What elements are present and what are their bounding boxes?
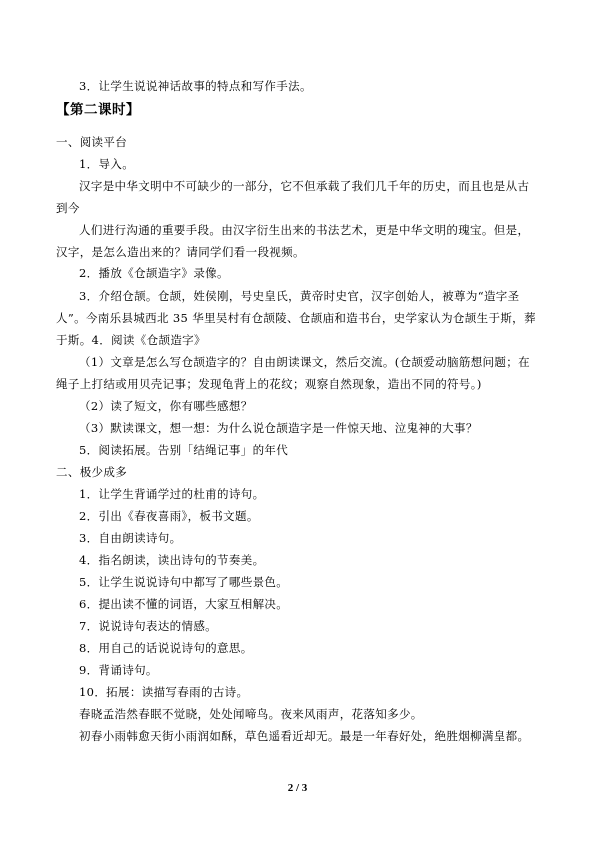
text-line: （3）默读课文，想一想：为什么说仓颉造字是一件惊天地、泣鬼神的大事？	[79, 421, 478, 435]
list-item: 1．让学生背诵学过的杜甫的诗句。	[79, 487, 265, 501]
text-line: 绳子上打结或用贝壳记事；发现龟背上的花纹；观察自然现象，造出不同的符号。)	[56, 377, 482, 391]
section-heading: 【第二课时】	[56, 102, 140, 118]
text-line: （1）文章是怎么写仓颉造字的？自由朗读课文，然后交流。(仓颉爱动脑筋想问题；在	[79, 355, 530, 369]
text-line: 5．阅读拓展。告别「结绳记事」的年代	[79, 443, 289, 457]
list-item: 2．引出《春夜喜雨》，板书文题。	[79, 509, 259, 523]
poem-line: 初春小雨韩愈天街小雨润如酥，草色遥看近却无。最是一年春好处，绝胜烟柳满皇都。	[79, 729, 530, 743]
subheading: 二、极少成多	[56, 465, 128, 479]
list-item: 8．用自己的话说说诗句的意思。	[79, 641, 253, 655]
text-line: 人”。今南乐县城西北 35 华里吴村有仓颉陵、仓颉庙和造书台，史学家认为仓颉生于斯，葬	[56, 311, 536, 325]
list-item: 5．让学生说说诗句中都写了哪些景色。	[79, 575, 289, 589]
subheading: 一、阅读平台	[56, 135, 128, 149]
text-line: 3．让学生说说神话故事的特点和写作手法。	[79, 79, 312, 93]
text-line: 人们进行沟通的重要手段。由汉字衍生出来的书法艺术，更是中华文明的瑰宝。但是，	[79, 223, 530, 237]
list-item: 10．拓展：读描写春雨的古诗。	[79, 685, 249, 699]
text-line: 2．播放《仓颉造字》录像。	[79, 266, 229, 280]
list-item: 4．指名朗读，读出诗句的节奏美。	[79, 553, 265, 567]
list-item: 3．自由朗读诗句。	[79, 531, 182, 545]
list-item: 7．说说诗句表达的情感。	[79, 619, 218, 633]
text-line: 1．导入。	[79, 157, 135, 171]
list-item: 6．提出读不懂的词语，大家互相解决。	[79, 597, 289, 611]
poem-line: 春晓孟浩然春眠不觉晓，处处闻啼鸟。夜来风雨声，花落知多少。	[79, 707, 423, 721]
text-line: 到今	[56, 201, 80, 215]
page-number: 2 / 3	[287, 782, 308, 794]
text-line: 3．介绍仓颉。仓颉，姓侯刚，号史皇氏，黄帝时史官，汉字创始人，被尊为“造字圣	[79, 289, 520, 303]
text-line: 于斯。4．阅读《仓颉造字》	[56, 333, 206, 347]
text-line: 汉字是中华文明中不可缺少的一部分，它不但承载了我们几千年的历史，而且也是从古	[79, 179, 530, 193]
list-item: 9．背诵诗句。	[79, 663, 158, 677]
text-line: （2）读了短文，你有哪些感想？	[79, 399, 253, 413]
text-line: 汉字，是怎么造出来的？请同学们看一段视频。	[56, 245, 305, 259]
